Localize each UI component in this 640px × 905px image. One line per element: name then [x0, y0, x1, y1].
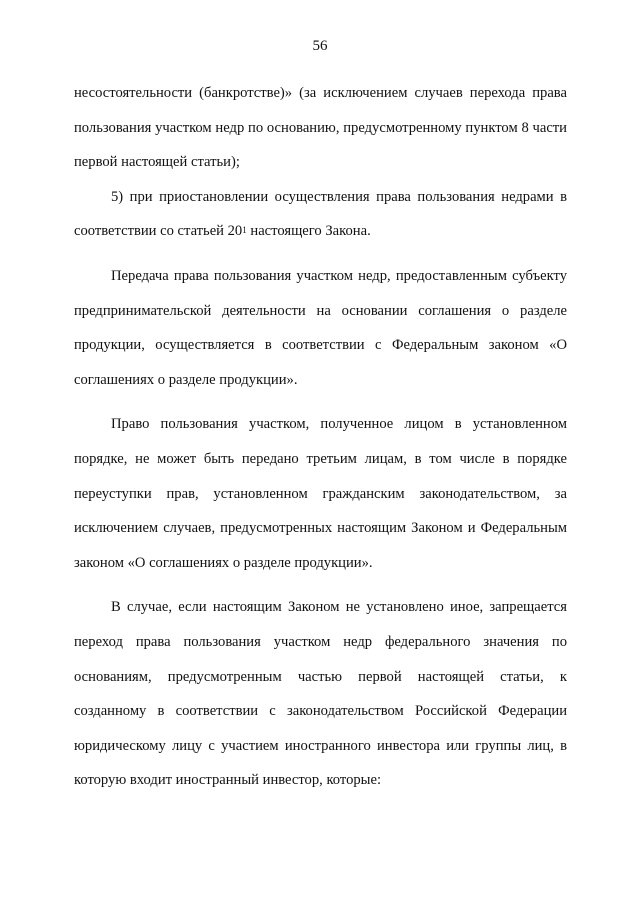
page-number: 56: [312, 38, 328, 54]
paragraph-foreign-investor: В случае, если настоящим Законом не установлено иное, запрещается переход права пользования участком недр федерального значения по основаниям, предусмотренным частью первой настоящей статьи, к созданному в соответствии с законодательством Российской Федерации юридическому лицу с участием иностранного инвестора или группы лиц, в которую входит иностранный инвестор, которые:: [74, 599, 567, 789]
article-superscript: 1: [242, 225, 247, 236]
paragraph-continuation: несостоятельности (банкротстве)» (за исключением случаев перехода права пользования участком недр по основанию, предусмотренному пунктом 8 части первой настоящей статьи);: [74, 85, 567, 171]
paragraph-transfer-rights: Передача права пользования участком недр, предоставленным субъекту предпринимательской деятельности на основании соглашения о разделе продукции, осуществляется в соответствии с Федеральным законом «О соглашениях о разделе продукции».: [74, 267, 567, 388]
paragraph-third-parties: Право пользования участком, полученное лицом в установленном порядке, не может быть передано третьим лицам, в том числе в порядке переуступки прав, установленном гражданским законодательством, за исключением случаев, предусмотренных настоящим Законом и Федеральным законом «О соглашениях о разделе продукции».: [74, 416, 567, 571]
paragraph-item-5-tail: настоящего Закона.: [246, 223, 371, 240]
document-body: [74, 76, 567, 798]
paragraph-item-5-text: 5) при приостановлении осуществления права пользования недрами в соответствии со статьей 20: [74, 188, 567, 240]
paragraph-item-5: [74, 180, 567, 249]
